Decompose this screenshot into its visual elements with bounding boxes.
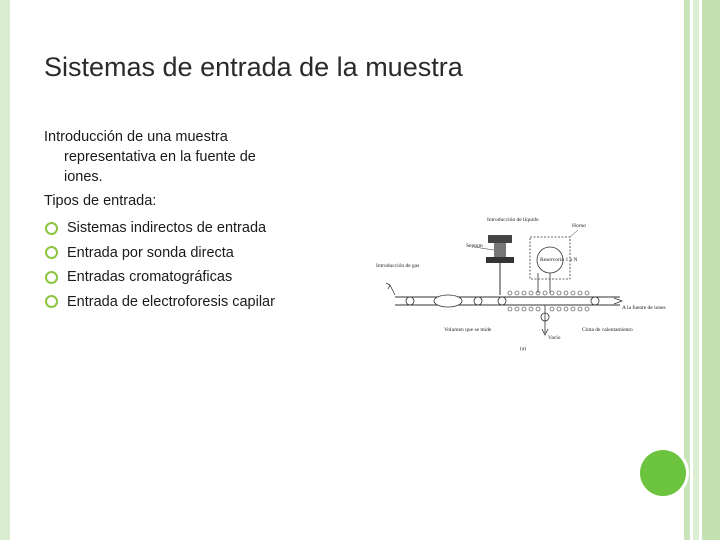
label-liquid-intro: Introducción de líquido <box>487 217 539 223</box>
list-item-label: Sistemas indirectos de entrada <box>67 220 267 237</box>
right-border-stripe-light <box>693 0 699 540</box>
types-heading: Tipos de entrada: <box>44 193 157 209</box>
bullet-circle-icon <box>45 271 58 284</box>
valve-icon <box>406 297 414 305</box>
types-list <box>44 216 275 314</box>
valve-icon <box>474 297 482 305</box>
list-item <box>44 241 275 266</box>
oven-leader <box>570 230 578 237</box>
bullet-circle-icon <box>45 295 58 308</box>
label-vacuum: Vacío <box>548 335 561 341</box>
label-figure-a: (a) <box>520 346 527 352</box>
gas-inlet-arrow <box>386 283 390 289</box>
liquid-inlet-head <box>488 235 512 243</box>
list-item <box>44 265 275 290</box>
right-border-stripe <box>684 0 690 540</box>
intro-paragraph <box>44 127 294 187</box>
list-item <box>44 216 275 241</box>
label-measured-volume: Volumen que se mide <box>444 327 492 333</box>
inlet-system-diagram-svg <box>370 205 666 355</box>
label-reservoir: Reservorio 1 a N <box>540 257 578 263</box>
intro-line: Introducción de una muestra <box>44 129 228 145</box>
list-item-label: Entradas cromatográficas <box>67 269 233 286</box>
bullet-circle-icon <box>45 246 58 259</box>
slide-title: Sistemas de entrada de la muestra <box>44 52 463 82</box>
label-oven: Horno <box>572 223 587 229</box>
decorative-green-circle <box>640 450 686 496</box>
label-septum: Septum <box>466 243 483 249</box>
outlet-arrow <box>614 298 622 304</box>
liquid-inlet-base <box>486 257 514 263</box>
list-item-label: Entrada por sonda directa <box>67 244 234 261</box>
gas-inlet-line <box>390 285 395 295</box>
label-gas-intro: Introducción de gas <box>376 263 420 269</box>
left-border-stripe <box>0 0 10 540</box>
valve-icon <box>591 297 599 305</box>
valve-icon <box>498 297 506 305</box>
list-item <box>44 290 275 315</box>
label-to-ion-source: A la fuente de iones <box>622 305 666 311</box>
intro-continuation: representativa en la fuente de iones. <box>64 149 256 185</box>
right-border-band <box>702 0 720 540</box>
list-item-label: Entrada de electroforesis capilar <box>67 293 275 310</box>
heating-tape-coils <box>508 291 589 311</box>
inlet-system-diagram <box>370 205 666 355</box>
liquid-inlet-body <box>494 243 506 257</box>
measured-volume-bulb <box>434 295 462 307</box>
label-heating-tape: Cinta de calentamiento <box>582 327 633 333</box>
bullet-circle-icon <box>45 222 58 235</box>
